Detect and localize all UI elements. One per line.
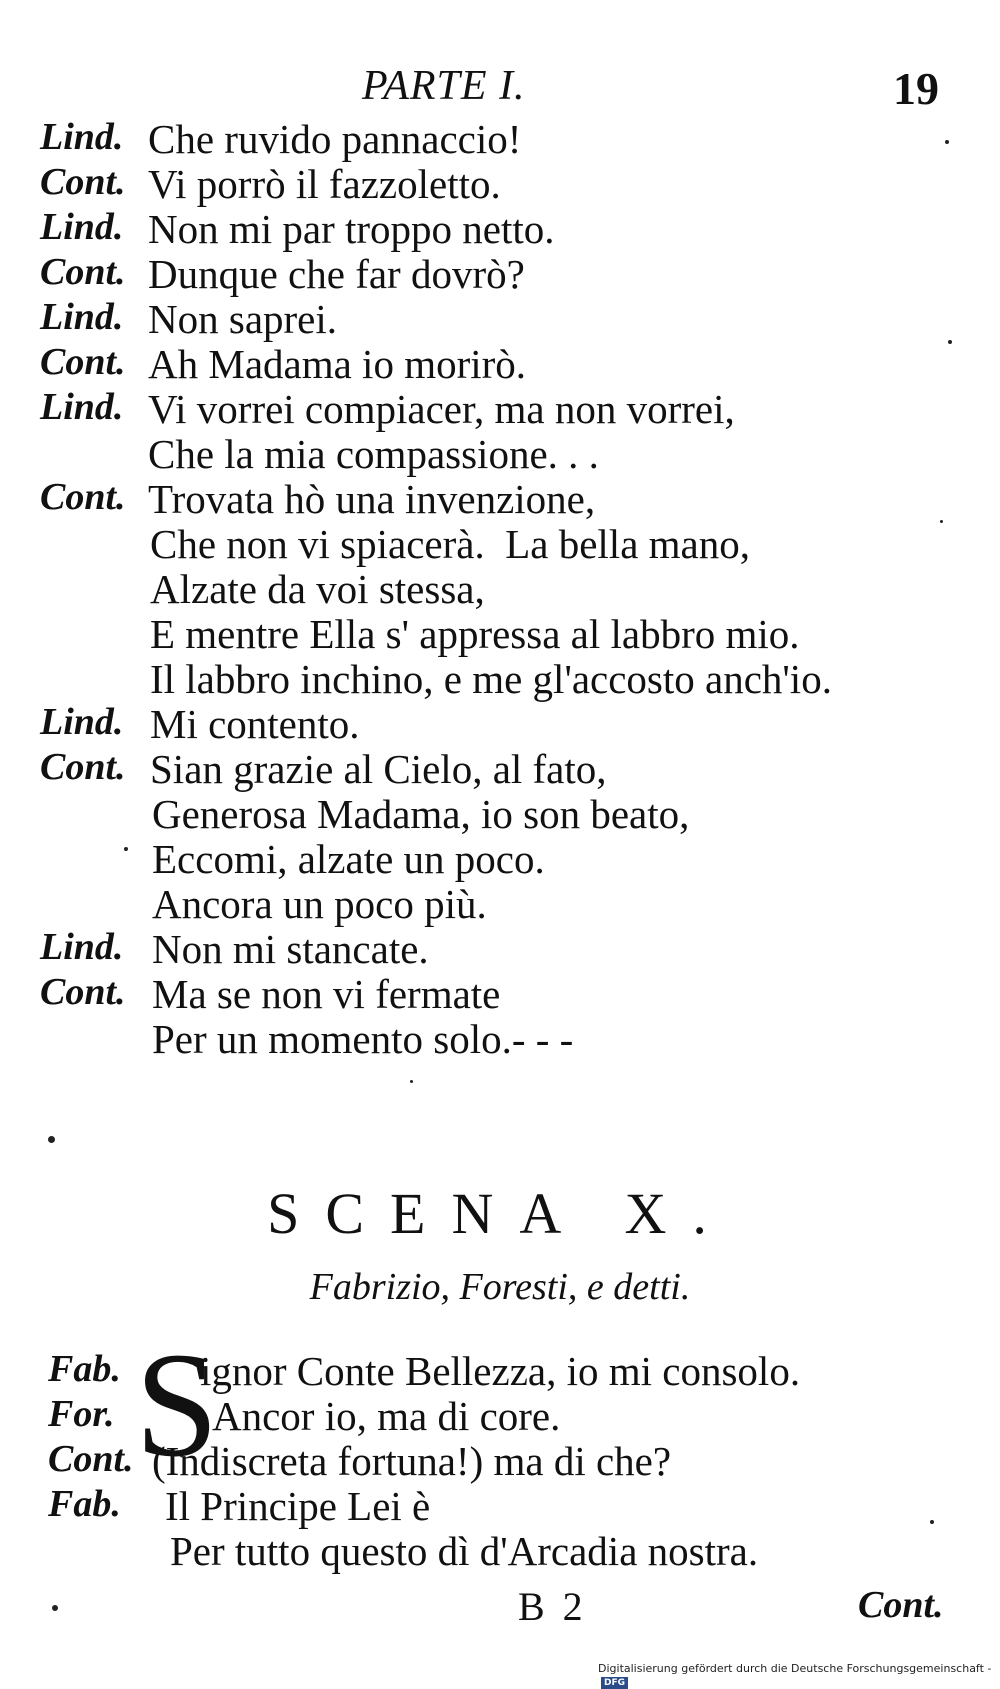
dialogue-line	[0, 1347, 1000, 1393]
line-text: Generosa Madama, io son beato,	[152, 791, 690, 837]
dialogue-line	[0, 970, 1000, 1016]
scan-speck	[948, 340, 952, 344]
speaker-name: Cont.	[40, 251, 126, 293]
dialogue-line	[0, 1437, 1000, 1483]
scene-cast: Fabrizio, Foresti, e detti.	[309, 1266, 691, 1308]
speaker-name: Cont.	[40, 746, 126, 788]
speaker-name: Lind.	[40, 116, 124, 158]
dialogue-line	[0, 610, 1000, 656]
page-header	[0, 62, 1000, 112]
speaker-name: For.	[48, 1393, 115, 1435]
line-text: Ancora un poco più.	[152, 881, 487, 927]
line-text: Trovata hò una invenzione,	[148, 476, 596, 522]
dialogue-line	[0, 880, 1000, 926]
scene-title: SCENA X.	[267, 1181, 733, 1246]
dialogue-line	[0, 565, 1000, 611]
credit-text: Digitalisierung gefördert durch die Deutsche Forschungsgemeinschaft -	[598, 1662, 992, 1675]
speaker-name: Fab.	[48, 1348, 121, 1390]
line-text: Dunque che far dovrò?	[148, 251, 525, 297]
dialogue-line	[0, 745, 1000, 791]
dialogue-line	[0, 790, 1000, 836]
dialogue-line	[0, 385, 1000, 431]
dialogue-line	[0, 925, 1000, 971]
dialogue-line	[0, 205, 1000, 251]
dialogue-line	[0, 475, 1000, 521]
line-text: Il labbro inchino, e me gl'accosto anch'io.	[150, 656, 832, 702]
scan-speck	[940, 520, 943, 523]
line-text: Ancor io, ma di core.	[212, 1393, 561, 1439]
line-text: Ah Madama io morirò.	[148, 341, 527, 387]
dialogue-line	[0, 160, 1000, 206]
catchword: Cont.	[858, 1584, 944, 1626]
line-text: Vi vorrei compiacer, ma non vorrei,	[148, 386, 735, 432]
dialogue-line	[0, 250, 1000, 296]
line-text: Il Principe Lei è	[165, 1483, 431, 1529]
running-title: PARTE I.	[362, 63, 526, 109]
line-text: ignor Conte Bellezza, io mi consolo.	[200, 1348, 801, 1394]
line-text: Vi porrò il fazzoletto.	[148, 161, 501, 207]
line-text: Eccomi, alzate un poco.	[152, 836, 545, 882]
speaker-name: Lind.	[40, 926, 124, 968]
dialogue-line	[0, 1482, 1000, 1528]
line-text: Alzate da voi stessa,	[150, 566, 485, 612]
dialogue-line	[0, 295, 1000, 341]
scan-speck	[945, 140, 949, 144]
page-number: 19	[893, 63, 939, 114]
line-text: Mi contento.	[150, 701, 360, 747]
line-text: Che non vi spiacerà. La bella mano,	[150, 521, 750, 567]
speaker-name: Cont.	[40, 476, 126, 518]
scan-speck	[48, 1136, 55, 1143]
drop-cap: S	[135, 1322, 219, 1488]
dialogue-line	[0, 1392, 1000, 1438]
signature-mark: B 2	[518, 1584, 587, 1629]
line-text: Non mi par troppo netto.	[148, 206, 555, 252]
line-text: Che ruvido pannaccio!	[148, 116, 522, 162]
dialogue-line	[0, 520, 1000, 566]
line-text: Non saprei.	[148, 296, 338, 342]
scan-speck	[52, 1605, 58, 1611]
dialogue-line	[0, 835, 1000, 881]
speaker-name: Fab.	[48, 1483, 121, 1525]
speaker-name: Cont.	[40, 161, 126, 203]
dialogue-line	[0, 700, 1000, 746]
speaker-name: Lind.	[40, 701, 124, 743]
digitization-credit	[598, 1662, 1000, 1689]
speaker-name: Lind.	[40, 296, 124, 338]
dialogue-line	[0, 1015, 1000, 1061]
dfg-logo: DFG	[601, 1677, 628, 1689]
scan-speck	[410, 1080, 413, 1083]
line-text: Per tutto questo dì d'Arcadia nostra.	[170, 1528, 759, 1574]
dialogue-line	[0, 655, 1000, 701]
dialogue-line	[0, 115, 1000, 161]
line-text: Per un momento solo.- - -	[152, 1016, 574, 1062]
scan-speck	[124, 847, 128, 851]
speaker-name: Cont.	[48, 1438, 134, 1480]
speaker-name: Lind.	[40, 386, 124, 428]
scan-speck	[930, 1520, 934, 1524]
line-text: (Indiscreta fortuna!) ma di che?	[152, 1438, 672, 1484]
line-text: E mentre Ella s' appressa al labbro mio.	[150, 611, 800, 657]
line-text: Non mi stancate.	[152, 926, 429, 972]
line-text: Che la mia compassione. . .	[148, 431, 599, 477]
speaker-name: Lind.	[40, 206, 124, 248]
line-text: Sian grazie al Cielo, al fato,	[150, 746, 607, 792]
dialogue-line	[0, 430, 1000, 476]
speaker-name: Cont.	[40, 341, 126, 383]
dialogue-line	[0, 1527, 1000, 1573]
line-text: Ma se non vi fermate	[152, 971, 501, 1017]
speaker-name: Cont.	[40, 971, 126, 1013]
dialogue-line	[0, 340, 1000, 386]
